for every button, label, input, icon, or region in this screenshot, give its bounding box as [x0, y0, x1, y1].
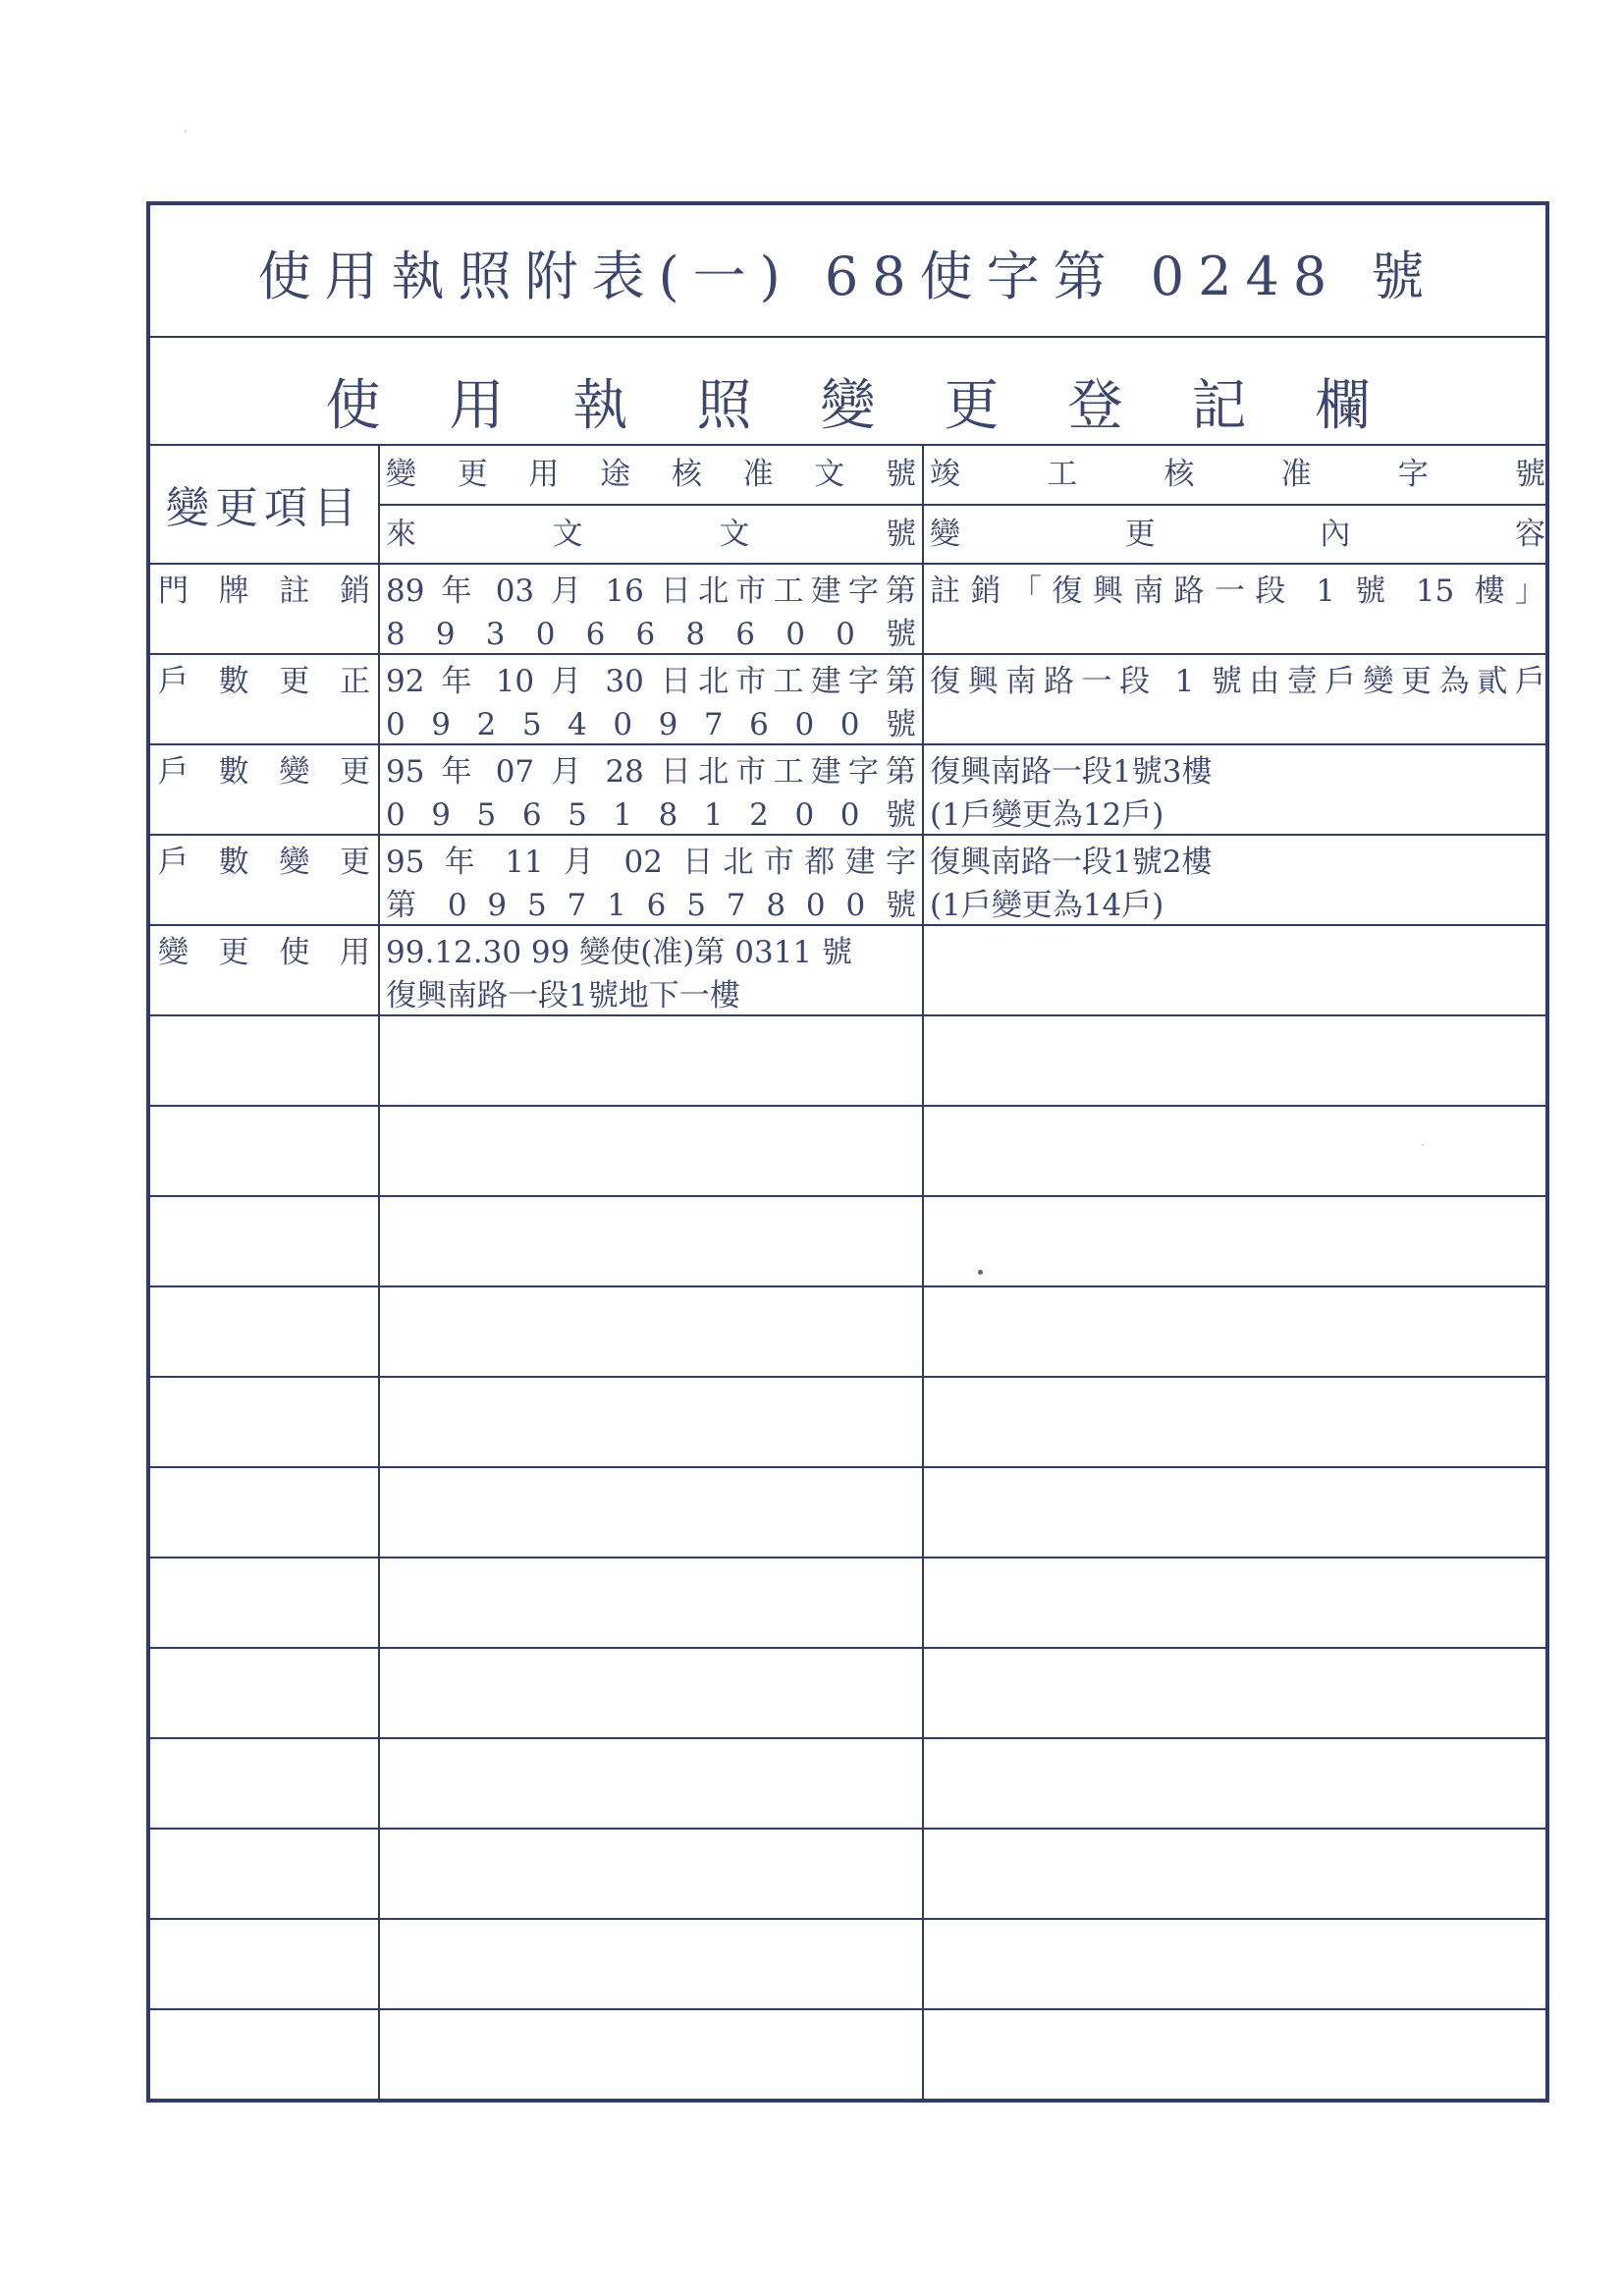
row-doc-line: 89 年 03 月 16 日北市工建字第: [386, 574, 916, 609]
empty-row-line: [150, 1557, 1545, 1558]
header-change-content: 變更內容: [930, 517, 1545, 552]
row-doc-line: 0 9 5 6 5 1 8 1 2 0 0 號: [386, 797, 916, 833]
header-item: 變更項目: [166, 482, 362, 533]
row-doc-line: 第 0 9 5 7 1 6 5 7 8 0 0 號: [386, 888, 916, 923]
form-subtitle: 使用執照變更登記欄: [325, 374, 1439, 438]
empty-row-line: [150, 1466, 1545, 1468]
row-content: 註銷「復興南路一段 1 號 15 樓」: [930, 574, 1545, 609]
empty-row-line: [150, 1737, 1545, 1739]
row-item: 戶數變更: [158, 845, 370, 880]
row-item: 門牌註銷: [158, 574, 370, 609]
registration-form: [146, 201, 1549, 2103]
row-item: 戶數變更: [158, 754, 370, 790]
row-item: 變更使用: [158, 935, 370, 970]
divider: [150, 653, 1545, 655]
header-completion-no: 竣工核准字號: [930, 457, 1545, 492]
divider: [378, 504, 1545, 506]
row-doc-line: 0 9 2 5 4 0 9 7 6 0 0 號: [386, 707, 916, 742]
row-content: 復興南路一段 1 號由壹戶變更為貳戶: [930, 664, 1545, 699]
row-doc-line: 8 9 3 0 6 6 8 6 0 0 號: [386, 617, 916, 652]
column-divider: [922, 444, 924, 2099]
divider: [150, 743, 1545, 745]
scan-speck: [185, 131, 187, 133]
header-approval-no: 變更用途核准文號: [386, 457, 916, 492]
divider: [150, 834, 1545, 836]
divider: [150, 336, 1545, 338]
row-doc-line: 復興南路一段1號地下一樓: [386, 978, 740, 1013]
divider: [150, 924, 1545, 926]
column-divider: [378, 444, 380, 2099]
empty-row-line: [150, 1285, 1545, 1287]
row-doc-line: 92 年 10 月 30 日北市工建字第: [386, 664, 916, 699]
empty-row-line: [150, 1195, 1545, 1197]
empty-row-line: [150, 1105, 1545, 1107]
empty-row-line: [150, 1918, 1545, 1920]
row-doc-line: 95 年 11 月 02 日北市都建字: [386, 845, 916, 880]
row-content: 復興南路一段1號3樓: [930, 754, 1213, 790]
form-title: 使用執照附表(一) 68使字第 0248 號: [257, 246, 1438, 307]
row-doc-line: 99.12.30 99 變使(准)第 0311 號: [386, 935, 852, 970]
row-content: 復興南路一段1號2樓: [930, 845, 1213, 880]
empty-row-line: [150, 1376, 1545, 1378]
empty-row-line: [150, 1647, 1545, 1649]
row-item: 戶數更正: [158, 664, 370, 699]
empty-row-line: [150, 2008, 1545, 2010]
scan-speck: [1422, 1144, 1424, 1146]
row-content: (1戶變更為14戶): [930, 888, 1164, 923]
row-content: (1戶變更為12戶): [930, 797, 1164, 833]
row-doc-line: 95 年 07 月 28 日北市工建字第: [386, 754, 916, 790]
divider: [150, 563, 1545, 565]
ink-dot: [978, 1270, 983, 1275]
header-source-doc-no: 來文文號: [386, 517, 916, 552]
divider: [150, 1014, 1545, 1016]
empty-row-line: [150, 1828, 1545, 1830]
